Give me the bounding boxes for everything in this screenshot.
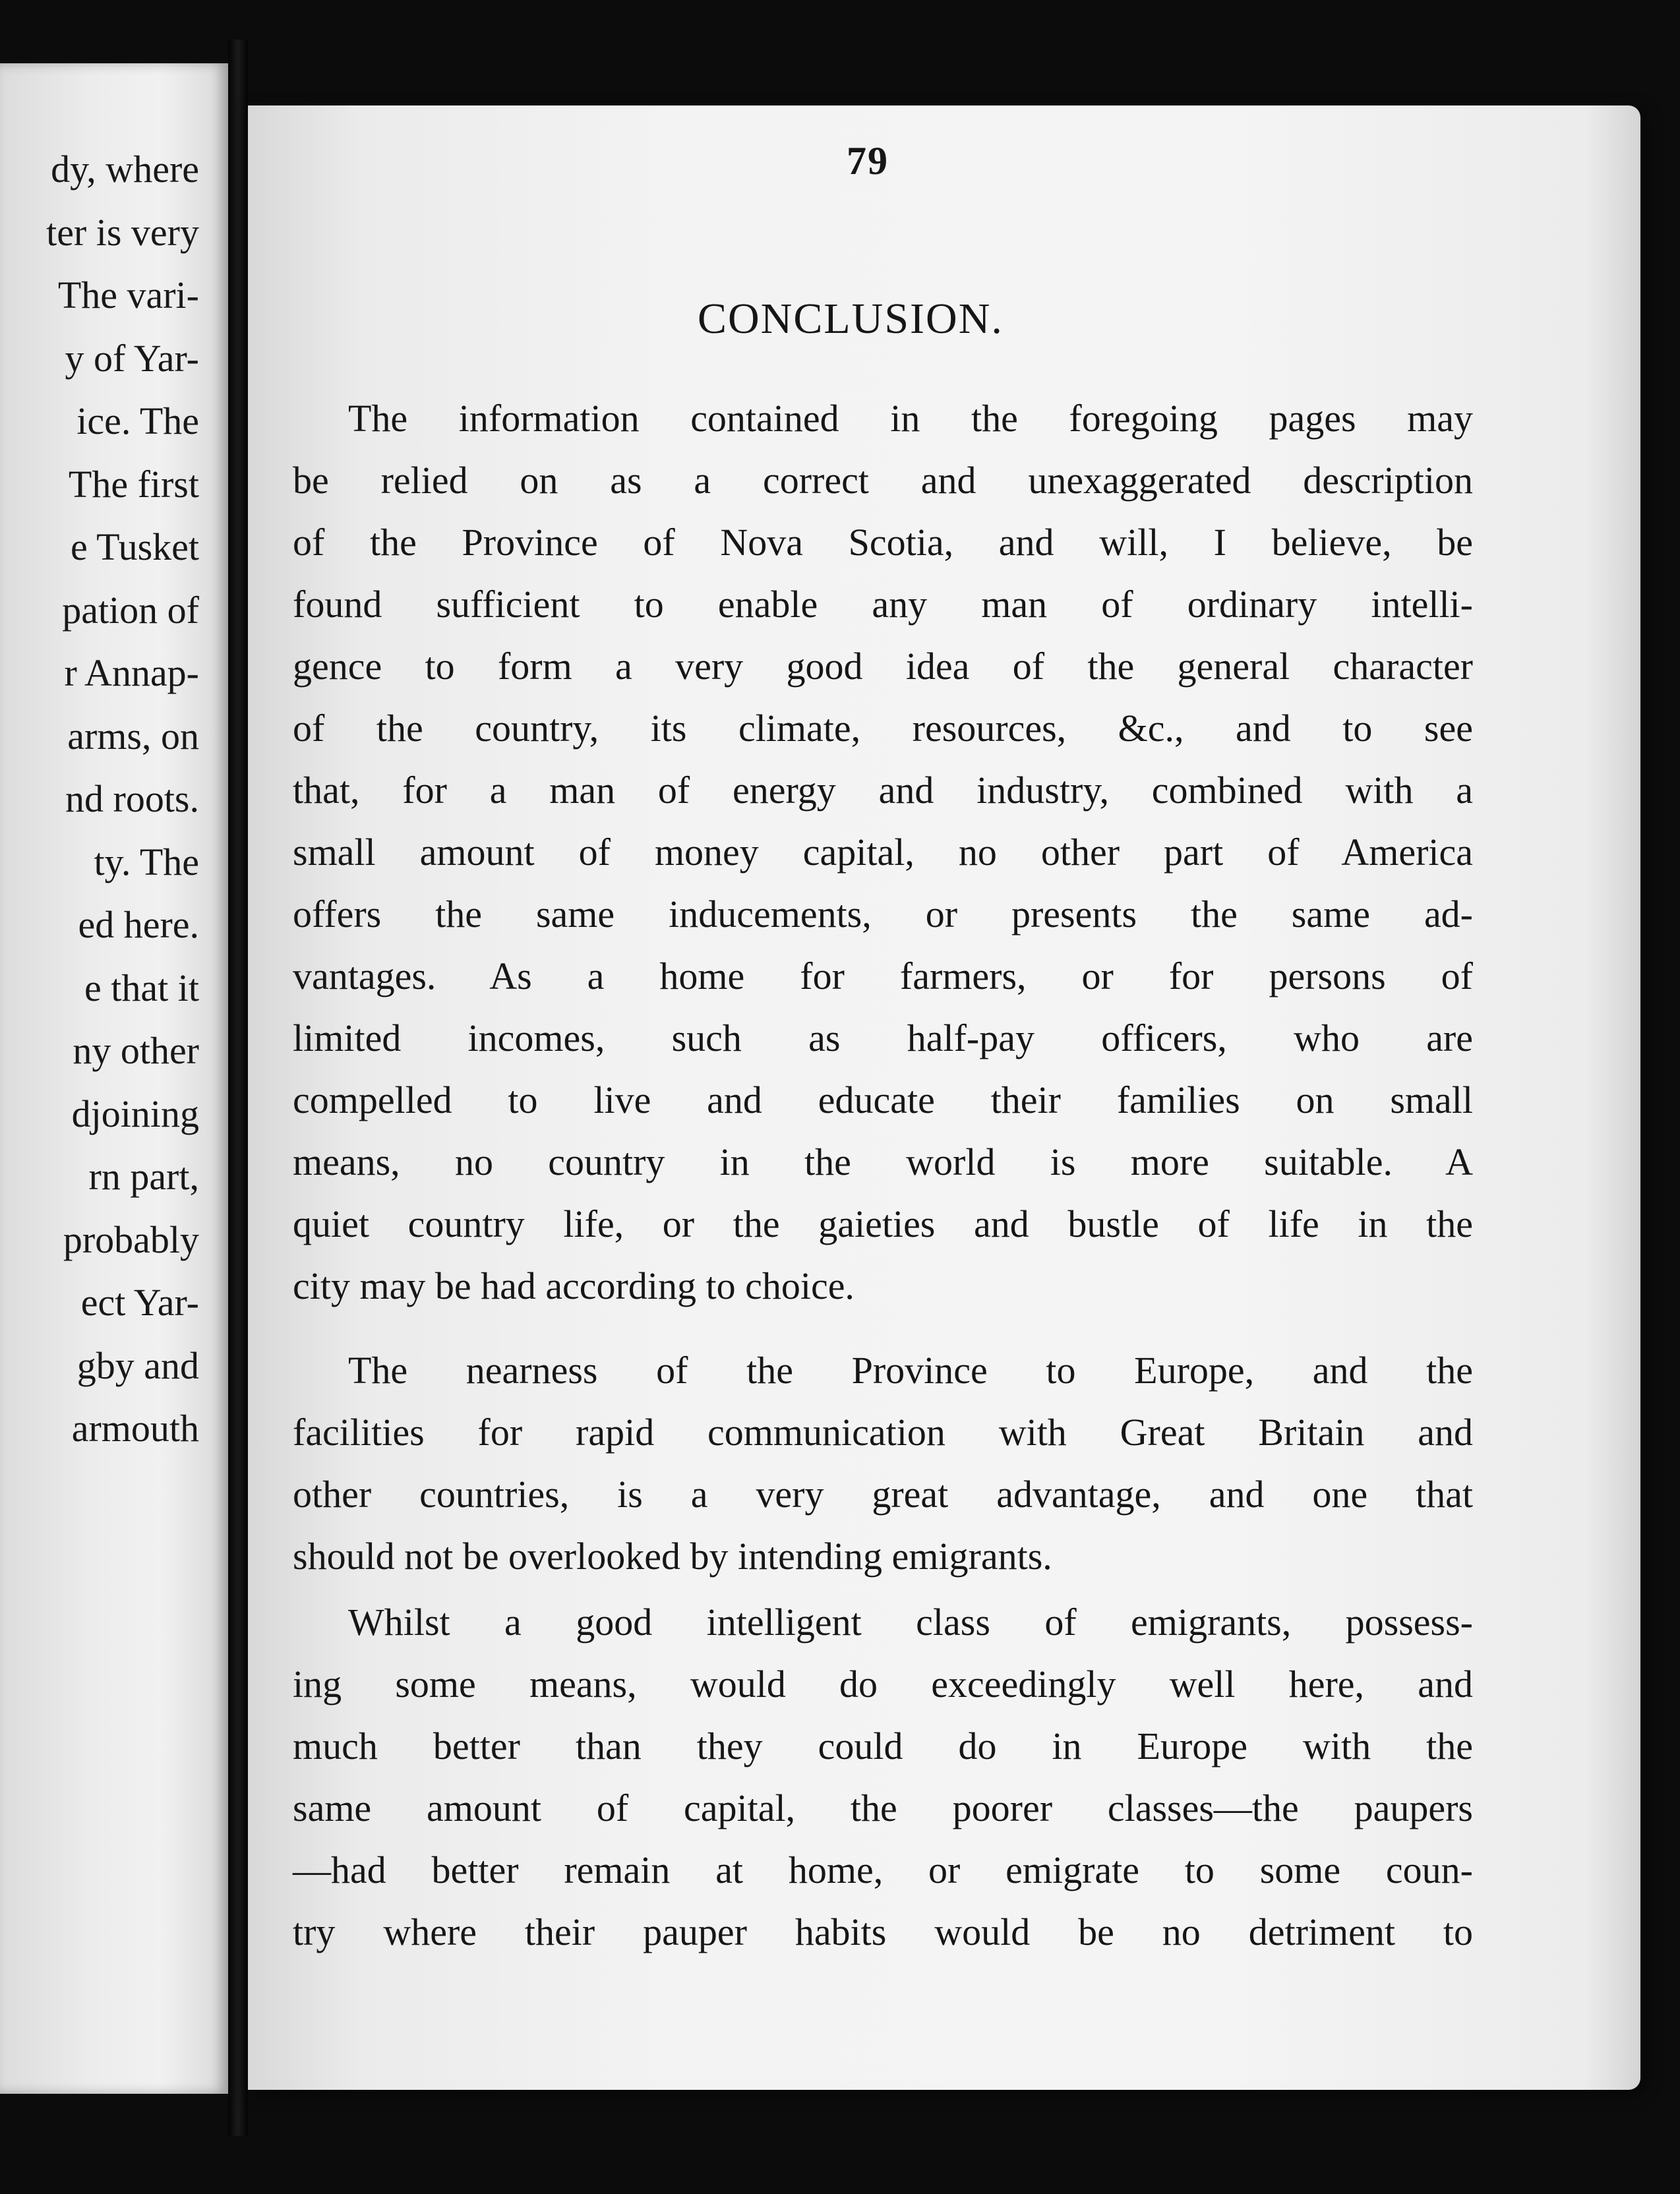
left-page-text-line: nd roots. [65,777,199,820]
left-page-text-line: armouth [71,1407,199,1450]
left-page-text-line: ty. The [94,840,199,883]
text-line: other countries, is a very great advantage, and one that [293,1473,1473,1516]
paragraph-1 [293,388,1473,1317]
left-page-text-line: r Annap- [64,651,199,694]
chapter-heading: CONCLUSION. [698,295,1004,343]
text-line: The information contained in the foregoing pages may [348,397,1473,440]
text-line: that, for a man of energy and industry, combined with a [293,769,1473,812]
text-line: The nearness of the Province to Europe, and the [348,1349,1473,1392]
text-line: —had better remain at home, or emigrate to some coun- [293,1849,1473,1891]
text-line: limited incomes, such as half-pay officers, who are [293,1017,1473,1059]
left-page-text-line: ter is very [46,210,199,254]
text-line: of the country, its climate, resources, &c., and to see [293,707,1473,750]
text-line: ing some means, would do exceedingly well here, and [293,1663,1473,1705]
left-page-text-line: probably [63,1218,199,1261]
left-page-text-line: rn part, [88,1155,199,1198]
text-line: should not be overlooked by intending emigrants. [293,1535,1052,1578]
text-line: compelled to live and educate their families on small [293,1079,1473,1121]
left-page-text-line: djoining [71,1092,199,1135]
left-page-text-line: ny other [73,1029,199,1072]
text-line: small amount of money capital, no other part of America [293,831,1473,874]
page-number: 79 [847,139,889,183]
text-line: same amount of capital, the poorer classes—the paupers [293,1787,1473,1829]
text-line: facilities for rapid communication with Great Britain and [293,1411,1473,1454]
left-page-text-line: dy, where [51,148,199,191]
left-page-text-line: ed here. [78,903,199,946]
text-line: gence to form a very good idea of the general character [293,645,1473,688]
left-page-text-line: ice. The [76,400,199,442]
text-line: city may be had according to choice. [293,1264,855,1307]
left-page-text-line: The vari- [57,274,199,316]
left-page-text-line: e Tusket [70,525,199,568]
text-line: try where their pauper habits would be no detriment to [293,1911,1473,1953]
left-page-text-line: ect Yar- [80,1281,199,1324]
left-page-text-line: y of Yar- [65,336,199,380]
text-line: of the Province of Nova Scotia, and will, I believe, be [293,521,1473,564]
left-page-text-line: e that it [84,966,199,1009]
paragraph-2 [293,1340,1473,1587]
text-line: Whilst a good intelligent class of emigrants, possess- [348,1601,1473,1644]
text-line: much better than they could do in Europe with the [293,1725,1473,1767]
paragraph-3 [293,1591,1473,1963]
text-line: offers the same inducements, or presents the same ad- [293,893,1473,935]
book-gutter [228,40,248,2136]
text-line: found sufficient to enable any man of ordinary intelli- [293,583,1473,626]
left-page-text-line: pation of [62,588,199,632]
text-line: vantages. As a home for farmers, or for persons of [293,955,1473,997]
left-page-text-line: arms, on [67,714,199,757]
left-page-fragment [0,63,228,2094]
left-page-text-line: The first [68,462,199,506]
text-line: be relied on as a correct and unexaggerated description [293,459,1473,502]
text-line: means, no country in the world is more suitable. A [293,1141,1473,1183]
text-line: quiet country life, or the gaieties and bustle of life in the [293,1202,1473,1245]
left-page-text-line: gby and [76,1344,199,1387]
